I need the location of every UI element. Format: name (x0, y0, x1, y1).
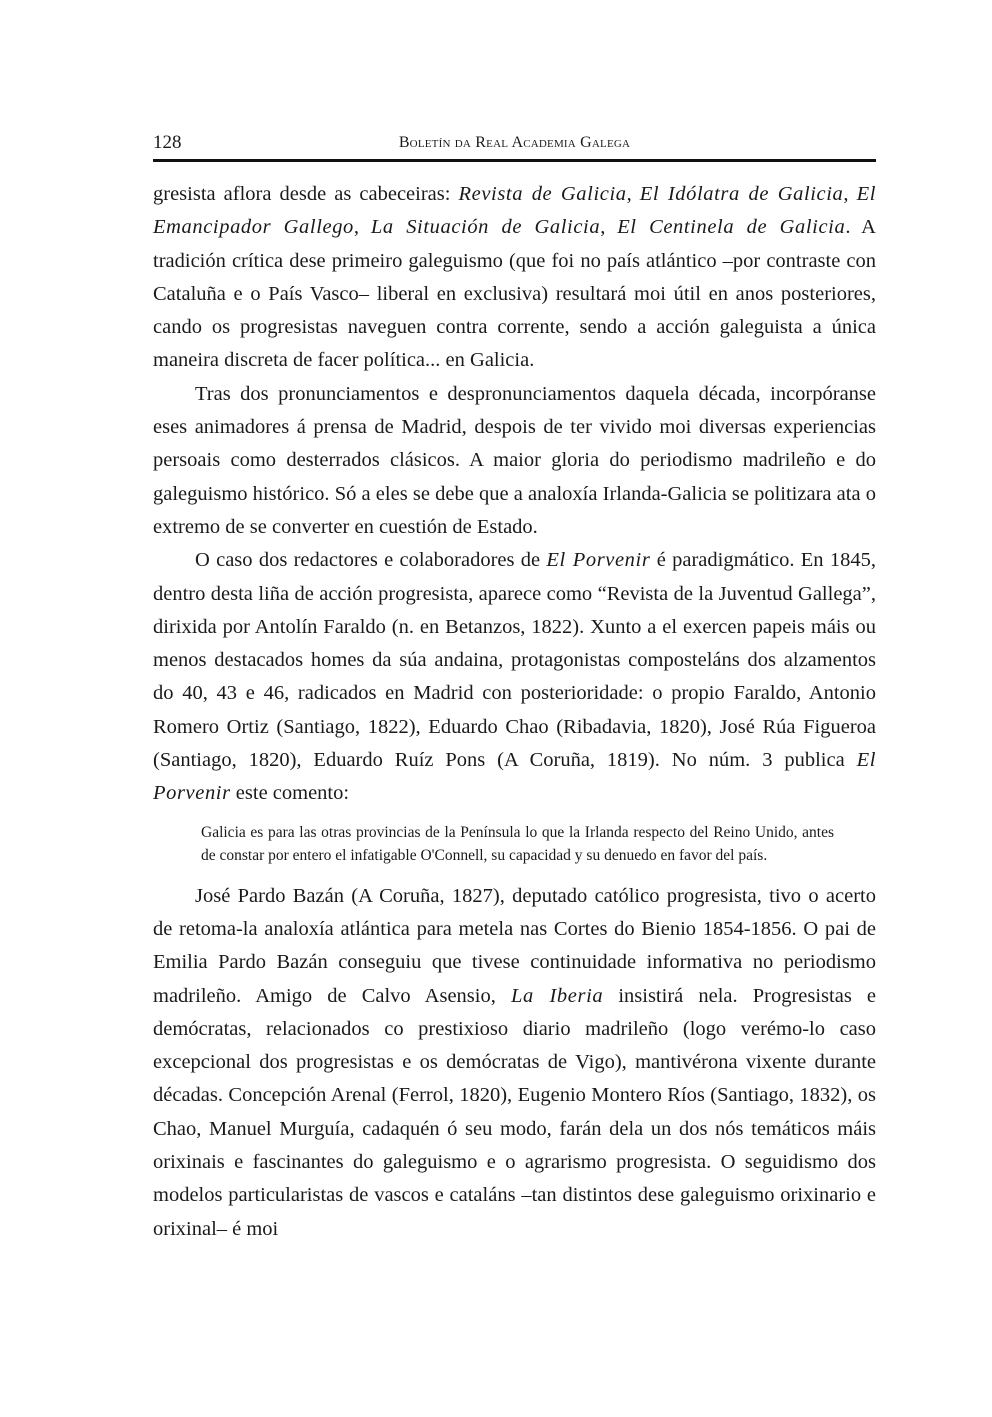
text-segment: , (626, 183, 640, 205)
newspaper-title: Revista de Galicia (458, 183, 627, 205)
newspaper-title: La Situación de Galicia (370, 216, 601, 239)
block-quote (201, 821, 834, 868)
text-segment: . A tradición crítica dese primeiro galeguismo (que foi no país atlántico –por contraste con Cataluña e o País Vasco– liberal en exclusiva) resultará moi útil en anos posteriores, cando os progresistas naveguen contra corrente, sendo a acción galeguista a única maneira discreta de facer política... en Galicia. (153, 216, 876, 372)
newspaper-title: La Iberia (510, 984, 604, 1007)
text-segment: gresista aflora desde as cabeceiras: (153, 183, 459, 205)
newspaper-title: El Emancipador Gallego (153, 183, 877, 239)
paragraph-3 (153, 544, 876, 810)
text-segment: insistirá nela. Progresistas e demócratas, relacionados co prestixioso diario madrileño (logo verémo-lo caso excepcional dos progresistas e os demócratas de Vigo), mantivérona vixente durante décadas. Concepción Arenal (Ferrol, 1820), Eugenio Montero Ríos (Santiago, 1832), os Chao, Manuel Murguía, cadaquén ó seu modo, farán dela un dos nós temáticos máis orixinais e fascinantes do galeguismo e o agrarismo progresista. O seguidismo dos modelos particularistas de vascos e cataláns –tan distintos dese galeguismo orixinario e orixinal– é moi (153, 984, 877, 1240)
paragraph-2 (153, 378, 876, 544)
newspaper-title: El Idólatra de Galicia (639, 183, 844, 205)
text-segment: este comento: (230, 782, 350, 805)
newspaper-title: El Centinela de Galicia (617, 216, 846, 239)
text-segment: é paradigmático. En 1845, dentro desta liña de acción progresista, aparece como “Revista de la Juventud Gallega”, dirixida por Antolín Faraldo (n. en Betanzos, 1822). Xunto a el exercen papeis máis ou menos destacados homes da súa andaina, protagonistas composteláns dos alzamentos do 40, 43 e 46, radicados en Madrid con posterioridade: o propio Faraldo, Antonio Romero Ortiz (Santiago, 1822), Eduardo Chao (Ribadavia, 1820), José Rúa Figueroa (Santiago, 1820), Eduardo Ruíz Pons (A Coruña, 1819). No núm. 3 publica (153, 549, 876, 772)
text-segment: , (843, 183, 857, 205)
text-segment: O caso dos redactores e colaboradores de (195, 549, 547, 572)
text-segment: Tras dos pronunciamentos e despronunciamentos daquela década, incorpóranse eses animadores á prensa de Madrid, despois de ter vivido moi diversas experiencias persoais como desterrados clásicos. A maior gloria do periodismo madrileño e do galeguismo histórico. Só a eles se debe que a analoxía Irlanda-Galicia se politizara ata o extremo de se converter en cuestión de Estado. (153, 382, 876, 538)
journal-title: Boletín da Real Academia Galega (398, 134, 631, 151)
newspaper-title: El Porvenir (153, 749, 876, 805)
text-segment: , (600, 216, 618, 239)
running-header (153, 130, 876, 160)
quote-text: Galicia es para las otras provincias de la Península lo que la Irlanda respecto del Reino Unido, antes de constar por entero el infatigable O'Connell, su capacidad y su denuedo en favor del país. (201, 823, 834, 865)
text-segment: José Pardo Bazán (A Coruña, 1827), deputado católico progresista, tivo o acerto de retoma-la analoxía atlántica para metela nas Cortes do Bienio 1854-1856. O pai de Emilia Pardo Bazán conseguiu que tivese continuidade informativa no periodismo madrileño. Amigo de Calvo Asensio, (153, 884, 876, 1007)
paragraph-4 (153, 880, 876, 1246)
page-number: 128 (153, 132, 182, 153)
paragraph-1 (153, 178, 876, 378)
text-segment: , (353, 216, 371, 239)
newspaper-title: El Porvenir (546, 549, 651, 572)
header-rule (153, 159, 876, 162)
body-text (153, 178, 876, 1246)
